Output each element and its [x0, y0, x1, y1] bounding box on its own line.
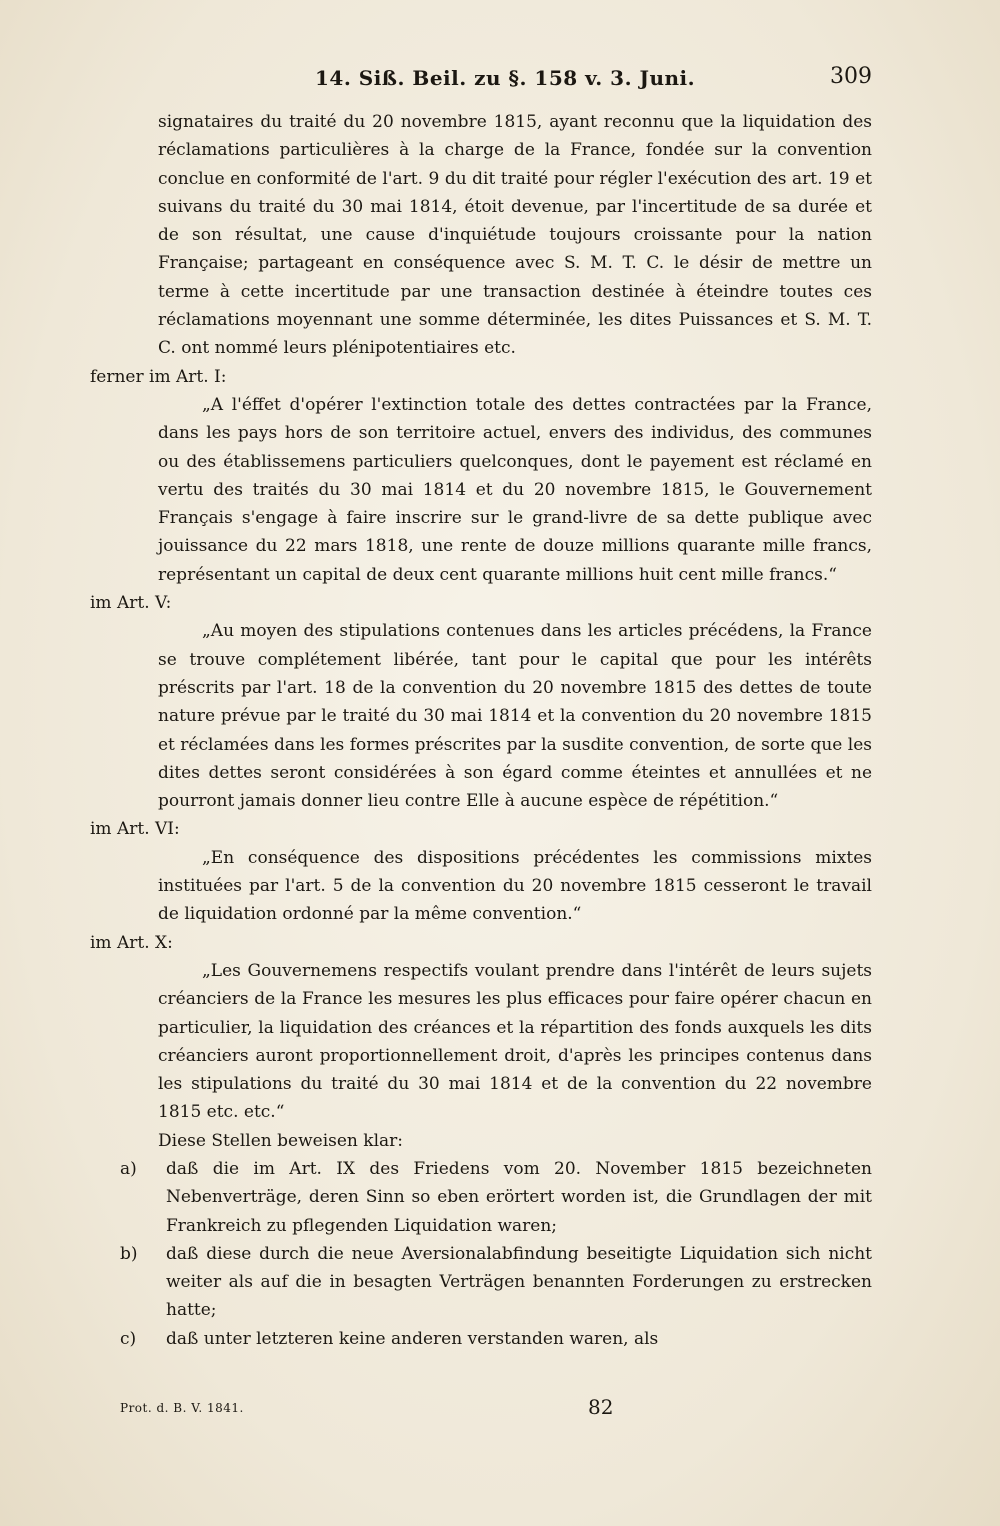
- page-footer: [0, 1395, 1000, 1425]
- list-marker: b): [120, 1243, 138, 1264]
- article-block: [90, 929, 872, 1127]
- article-block: [90, 815, 872, 928]
- list-item-text: daß die im Art. IX des Friedens vom 20. November 1815 bezeichneten Nebenverträge, deren Sinn so eben erörtert worden ist, die Grundlagen der mit Frankreich zu pflegenden Liquidation waren;: [166, 1158, 872, 1236]
- article-label: ferner im Art. I:: [90, 366, 227, 387]
- list-marker: c): [120, 1328, 137, 1349]
- conclusion-intro: Diese Stellen beweisen klar:: [158, 1130, 403, 1151]
- article-label: im Art. X:: [90, 932, 173, 953]
- page-body: [90, 108, 872, 1353]
- list-marker: a): [120, 1158, 137, 1179]
- list-item: [90, 1155, 872, 1240]
- article-label: im Art. VI:: [90, 819, 180, 840]
- article-quote: „Au moyen des stipulations contenues dans les articles précédens, la France se trouve complétement libérée, tant pour le capital que pour les intérêts préscrits par l'art. 18 de la convention du 20 novembre 1815 des dettes de toute nature prévue par le traité du 30 mai 1814 et la convention du 20 novembre 1815 et réclamées dans les formes préscrites par la susdite convention, de sorte que les dites dettes seront considérées à son égard comme éteintes et annullées et ne pourront jamais donner lieu contre Elle à aucune espèce de répétition.“: [158, 621, 872, 812]
- article-quote: „En conséquence des dispositions précédentes les commissions mixtes instituées par l'art. 5 de la convention du 20 novembre 1815 cesseront le travail de liquidation ordonné par la même convention.“: [158, 847, 872, 925]
- signature-mark: Prot. d. B. V. 1841.: [120, 1401, 244, 1415]
- list-item: [90, 1240, 872, 1325]
- opening-paragraph: signataires du traité du 20 novembre 1815, ayant reconnu que la liquidation des réclamations particulières à la charge de la France, fondée sur la convention conclue en conformité de l'art. 9 du dit traité pour régler l'exécution des art. 19 et suivans du traité du 30 mai 1814, étoit devenue, par l'incertitude de sa durée et de son résultat, une cause d'inquiétude toujours croissante pour la nation Française; partageant en conséquence avec S. M. T. C. le désir de mettre un terme à cette incertitude par une transaction destinée à éteindre toutes ces réclamations moyennant une somme déterminée, les dites Puissances et S. M. T. C. ont nommé leurs plénipotentiaires etc.: [158, 112, 872, 359]
- list-item-text: daß diese durch die neue Aversionalabfindung beseitigte Liquidation sich nicht weiter als auf die in besagten Verträgen benannten Forderungen zu erstrecken hatte;: [166, 1243, 872, 1321]
- article-block: [90, 589, 872, 815]
- page-header: [0, 60, 1000, 100]
- article-quote: „A l'éffet d'opérer l'extinction totale des dettes contractées par la France, dans les pays hors de son territoire actuel, envers des individus, des communes ou des établissemens particuliers quelconques, dont le payement est réclamé en vertu des traités du 30 mai 1814 et du 20 novembre 1815, le Gouvernement Français s'engage à faire inscrire sur le grand-livre de sa dette publique avec jouissance du 22 mars 1818, une rente de douze millions quarante mille francs, représentant un capital de deux cent quarante millions huit cent mille francs.“: [158, 394, 872, 585]
- list-item: [90, 1325, 872, 1353]
- list-item-text: daß unter letzteren keine anderen verstanden waren, als: [166, 1328, 659, 1349]
- running-head: 14. Siß. Beil. zu §. 158 v. 3. Juni.: [315, 66, 696, 90]
- page-number: 309: [830, 64, 872, 89]
- conclusion-list: [90, 1155, 872, 1353]
- sheet-number: 82: [588, 1395, 614, 1419]
- article-block: [90, 363, 872, 589]
- article-quote: „Les Gouvernemens respectifs voulant prendre dans l'intérêt de leurs sujets créanciers de la France les mesures les plus efficaces pour faire opérer chacun en particulier, la liquidation des créances et la répartition des fonds auxquels les dits créanciers auront proportionnellement droit, d'après les principes contenus dans les stipulations du traité du 30 mai 1814 et de la convention du 22 novembre 1815 etc. etc.“: [158, 960, 872, 1123]
- article-label: im Art. V:: [90, 593, 172, 614]
